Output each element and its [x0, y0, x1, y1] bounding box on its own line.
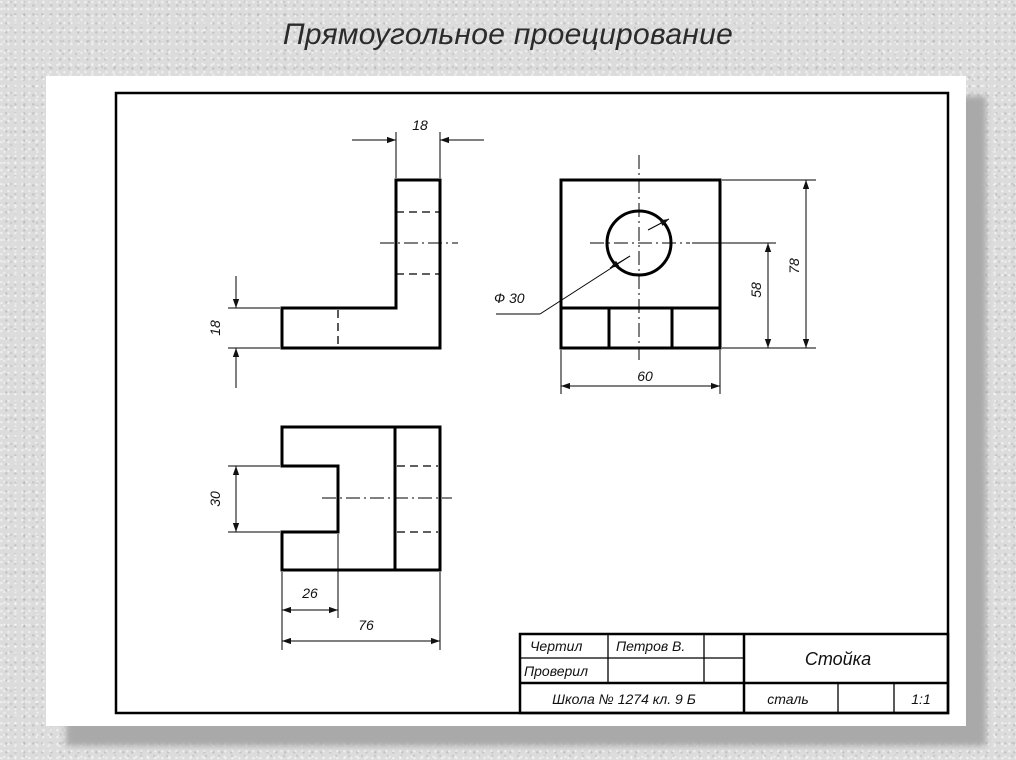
dim-center-height: 58: [748, 282, 764, 298]
dim-hole-diameter: Ф 30: [494, 290, 525, 306]
drawn-by-name: Петров В.: [616, 638, 686, 654]
dim-total-width: 76: [358, 617, 374, 633]
dim-slot-depth: 26: [302, 585, 318, 601]
part-name: Стойка: [804, 649, 872, 669]
dim-slot-width: 30: [207, 491, 223, 507]
material: сталь: [767, 691, 809, 707]
dim-bottom-height: 18: [207, 320, 223, 336]
front-view: [494, 155, 816, 394]
side-view: [207, 117, 484, 388]
dim-front-width: 60: [637, 368, 653, 384]
drawing-frame: [116, 93, 948, 713]
title-block: [520, 634, 948, 713]
dim-total-height: 78: [786, 258, 802, 274]
school-info: Школа № 1274 кл. 9 Б: [552, 691, 696, 707]
scale: 1:1: [911, 691, 931, 707]
slide-title: Прямоугольное проецирование: [282, 18, 734, 51]
drawn-by-label: Чертил: [530, 638, 583, 654]
dim-top-width: 18: [412, 117, 428, 133]
checked-by-label: Проверил: [524, 663, 588, 679]
top-view: [207, 427, 452, 650]
